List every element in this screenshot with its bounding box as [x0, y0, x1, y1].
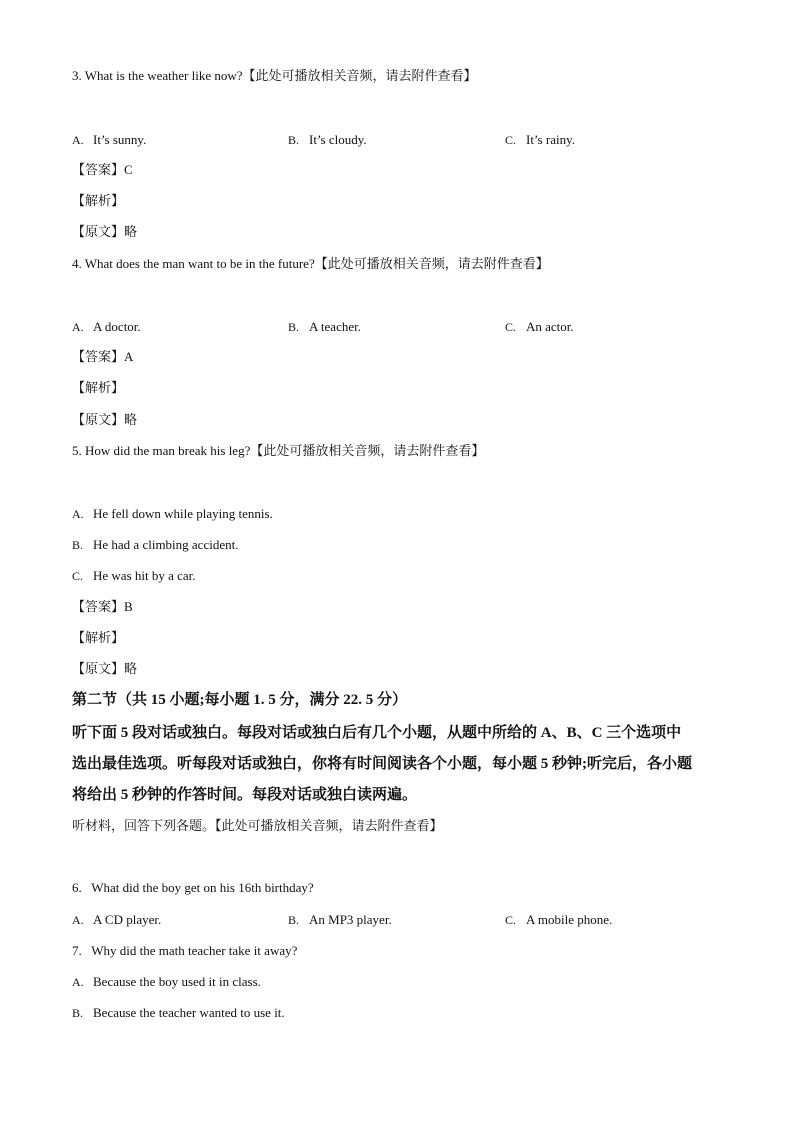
option-letter: A. [72, 320, 84, 334]
option-letter: A. [72, 133, 84, 147]
q5-analysis: 【解析】 [72, 630, 125, 645]
option-letter: A. [72, 913, 84, 927]
q7-question: 7. Why did the math teacher take it away? [72, 943, 298, 958]
option-text: A teacher. [309, 319, 361, 334]
option-text: He had a climbing accident. [93, 537, 239, 552]
option-text: An MP3 player. [309, 912, 392, 927]
option-text: It’s rainy. [526, 132, 575, 147]
section-instructions-line-1: 听下面 5 段对话或独白。每段对话或独白后有几个小题，从题中所给的 A、B、C 三个选项中 [72, 725, 682, 741]
option-text: He fell down while playing tennis. [93, 506, 273, 521]
section-instructions-line-2: 选出最佳选项。听每段对话或独白，你将有时间阅读各个小题，每小题 5 秒钟;听完后，各小题 [72, 756, 692, 772]
option-text: An actor. [526, 319, 574, 334]
q5-original: 【原文】略 [72, 661, 138, 676]
option-text: He was hit by a car. [93, 568, 196, 583]
q4-option-a [72, 319, 141, 335]
option-text: It’s cloudy. [309, 132, 367, 147]
q7-option-a [72, 974, 261, 990]
q5-option-b [72, 537, 238, 553]
q3-option-a [72, 132, 146, 148]
option-letter: C. [505, 320, 517, 334]
q4-option-c [505, 319, 574, 335]
option-letter: A. [72, 507, 84, 521]
q6-option-a [72, 912, 161, 928]
q5-option-a [72, 506, 273, 522]
option-letter: B. [72, 538, 84, 552]
option-letter: B. [288, 913, 300, 927]
q4-answer: 【答案】A [72, 349, 134, 364]
q6-question: 6. What did the boy get on his 16th birthday? [72, 880, 314, 895]
section-instructions-line-3: 将给出 5 秒钟的作答时间。每段对话或独白读两遍。 [72, 787, 418, 803]
option-letter: C. [505, 133, 517, 147]
option-text: A mobile phone. [526, 912, 613, 927]
option-text: A doctor. [93, 319, 141, 334]
option-letter: B. [72, 1006, 84, 1020]
q7-option-b [72, 1005, 285, 1021]
q5-question: 5. How did the man break his leg?【此处可播放相关音频，请去附件查看】 [72, 443, 485, 458]
option-text: Because the boy used it in class. [93, 974, 261, 989]
option-letter: C. [72, 569, 84, 583]
option-letter: C. [505, 913, 517, 927]
q3-question: 3. What is the weather like now?【此处可播放相关音频，请去附件查看】 [72, 68, 477, 83]
option-letter: B. [288, 133, 300, 147]
q4-option-b [288, 319, 361, 335]
q3-option-c [505, 132, 575, 148]
q5-option-c [72, 568, 196, 584]
section-prompt: 听材料，回答下列各题。【此处可播放相关音频，请去附件查看】 [72, 818, 443, 833]
q4-original: 【原文】略 [72, 412, 138, 427]
section-heading: 第二节（共 15 小题;每小题 1. 5 分，满分 22. 5 分） [72, 692, 407, 708]
q3-option-b [288, 132, 367, 148]
q5-answer: 【答案】B [72, 599, 133, 614]
q4-analysis: 【解析】 [72, 380, 125, 395]
q6-option-c [505, 912, 612, 928]
option-text: It’s sunny. [93, 132, 147, 147]
option-letter: A. [72, 975, 84, 989]
q3-analysis: 【解析】 [72, 193, 125, 208]
option-text: Because the teacher wanted to use it. [93, 1005, 285, 1020]
q3-answer: 【答案】C [72, 162, 133, 177]
option-letter: B. [288, 320, 300, 334]
q3-original: 【原文】略 [72, 224, 138, 239]
q6-option-b [288, 912, 392, 928]
q4-question: 4. What does the man want to be in the future?【此处可播放相关音频，请去附件查看】 [72, 256, 549, 271]
option-text: A CD player. [93, 912, 162, 927]
